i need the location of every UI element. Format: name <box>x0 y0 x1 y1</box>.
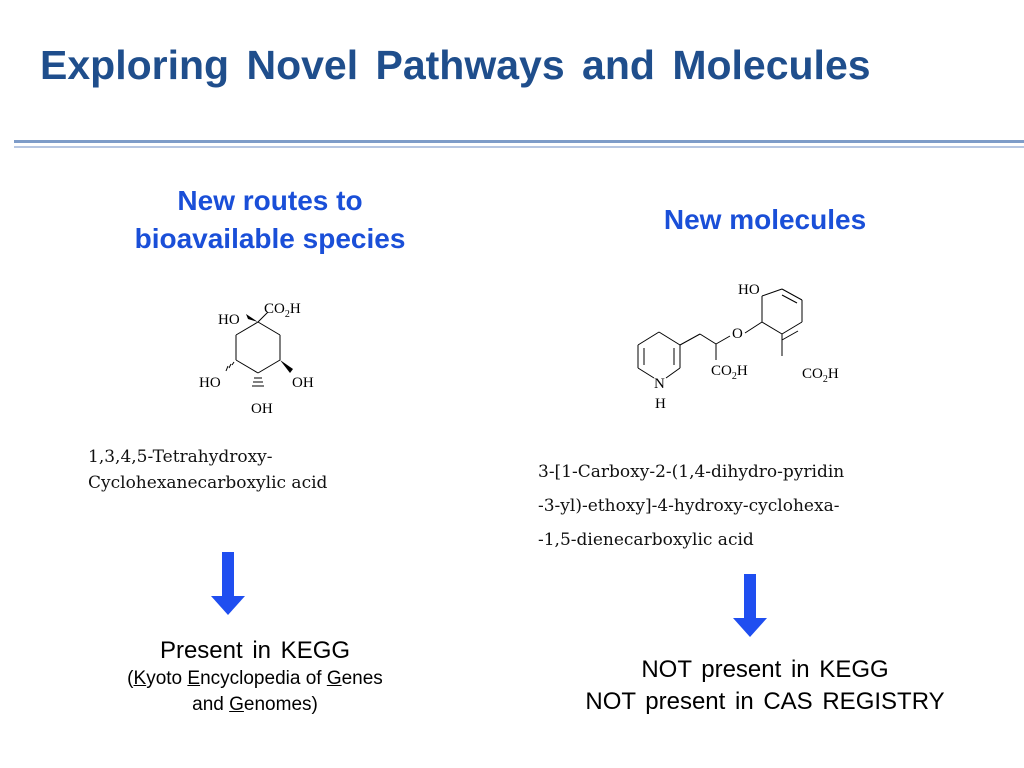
left-result <box>75 636 435 718</box>
left-heading-line1: New routes to <box>177 185 363 216</box>
co2h-label-side-chain: $CO_2H$ <box>711 363 748 382</box>
down-arrow-icon <box>210 552 246 616</box>
title-divider-secondary <box>14 146 1024 148</box>
left-compound-name <box>88 447 327 493</box>
left-heading-line2: bioavailable species <box>134 223 406 254</box>
ho-label: HO <box>218 312 240 328</box>
right-result-line2: NOT present in CAS REGISTRY <box>585 688 945 715</box>
left-compound-name-line1: 1,3,4,5-Tetrahydroxy- <box>88 447 273 467</box>
right-result <box>520 654 1010 718</box>
nitrogen-label: N <box>654 376 665 392</box>
ether-oxygen-label: O <box>732 326 743 342</box>
kegg-definition-line2: and Genomes) <box>192 694 318 715</box>
ho-left-label: HO <box>199 375 221 391</box>
left-compound-name-line2: Cyclohexanecarboxylic acid <box>88 473 328 493</box>
right-result-line1: NOT present in KEGG <box>641 656 889 683</box>
right-heading: New molecules <box>663 204 867 235</box>
left-result-line: Present in KEGG <box>159 637 351 664</box>
right-compound-name-line3: -1,5-dienecarboxylic acid <box>538 530 754 550</box>
right-compound-name <box>538 462 844 550</box>
co2h-label-ring: $CO_2H$ <box>802 366 839 385</box>
right-compound-name-line1: 3-[1-Carboxy-2-(1,4-dihydro-pyridin <box>538 462 845 482</box>
slide-title: Exploring Novel Pathways and Molecules <box>40 42 871 88</box>
co2h-label: $CO_2H$ <box>264 301 301 320</box>
title-divider <box>14 140 1024 143</box>
quinic-acid-structure <box>195 290 335 420</box>
oh-bottom-label: OH <box>251 401 273 417</box>
ho-label: HO <box>738 282 760 298</box>
down-arrow-icon <box>732 574 768 638</box>
nh-hydrogen-label: H <box>655 396 666 412</box>
novel-molecule-structure <box>625 270 860 415</box>
oh-right-label: OH <box>292 375 314 391</box>
left-heading <box>90 182 450 258</box>
right-compound-name-line2: -3-yl)-ethoxy]-4-hydroxy-cyclohexa- <box>538 496 840 516</box>
kegg-definition: (Kyoto Encyclopedia of Genes <box>127 668 383 689</box>
